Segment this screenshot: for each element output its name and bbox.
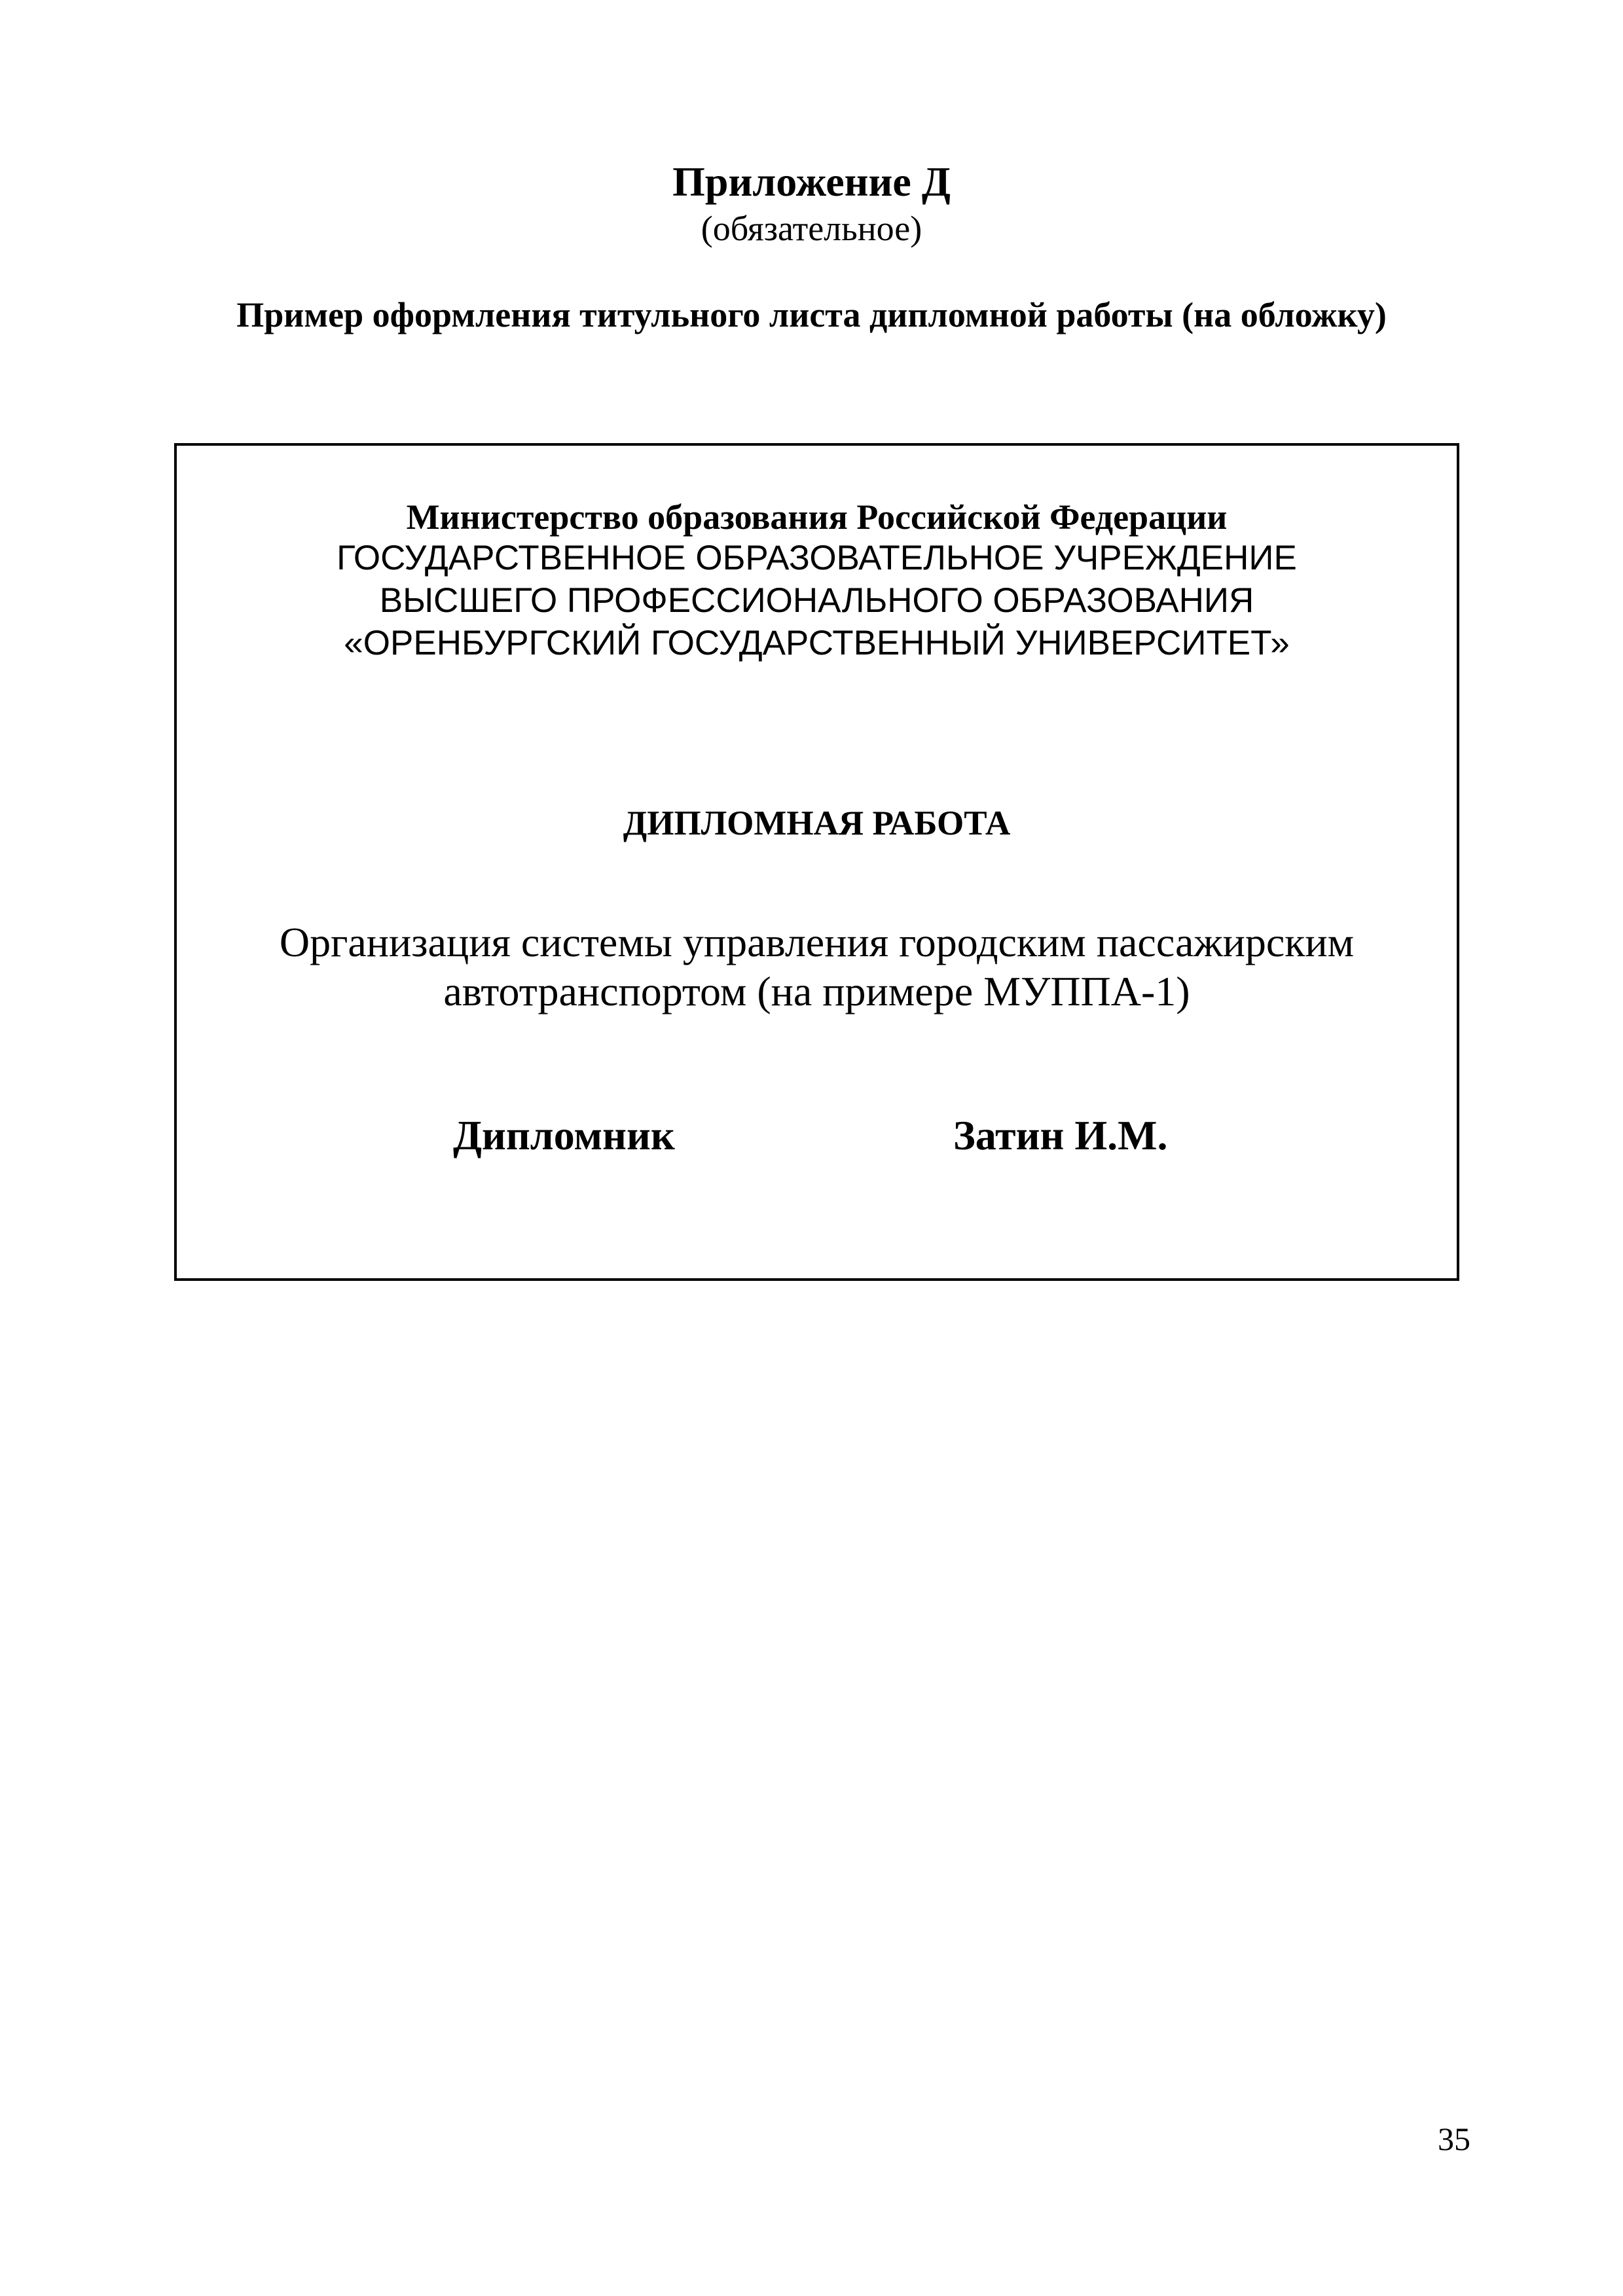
institution-line: ВЫСШЕГО ПРОФЕССИОНАЛЬНОГО ОБРАЗОВАНИЯ [379,581,1254,620]
author-label: Дипломник [453,1112,675,1158]
author-name: Затин И.М. [953,1112,1168,1158]
work-type-heading: ДИПЛОМНАЯ РАБОТА [623,804,1011,842]
example-caption: Пример оформления титульного листа дипломной работы (на обложку) [236,295,1387,334]
institution-line: ГОСУДАРСТВЕННОЕ ОБРАЗОВАТЕЛЬНОЕ УЧРЕЖДЕНИЕ [337,539,1297,577]
page-number: 35 [1438,2121,1470,2157]
appendix-title: Приложение Д [672,158,951,205]
ministry-name: Министерство образования Российской Федерации [406,497,1228,537]
appendix-status-note: (обязательное) [701,209,922,248]
title-page-frame [174,443,1459,1281]
thesis-topic-line: автотранспортом (на примере МУППА-1) [443,968,1190,1014]
institution-line: «ОРЕНБУРГСКИЙ ГОСУДАРСТВЕННЫЙ УНИВЕРСИТЕТ» [344,624,1290,662]
thesis-topic-line: Организация системы управления городским пассажирским [279,919,1355,965]
